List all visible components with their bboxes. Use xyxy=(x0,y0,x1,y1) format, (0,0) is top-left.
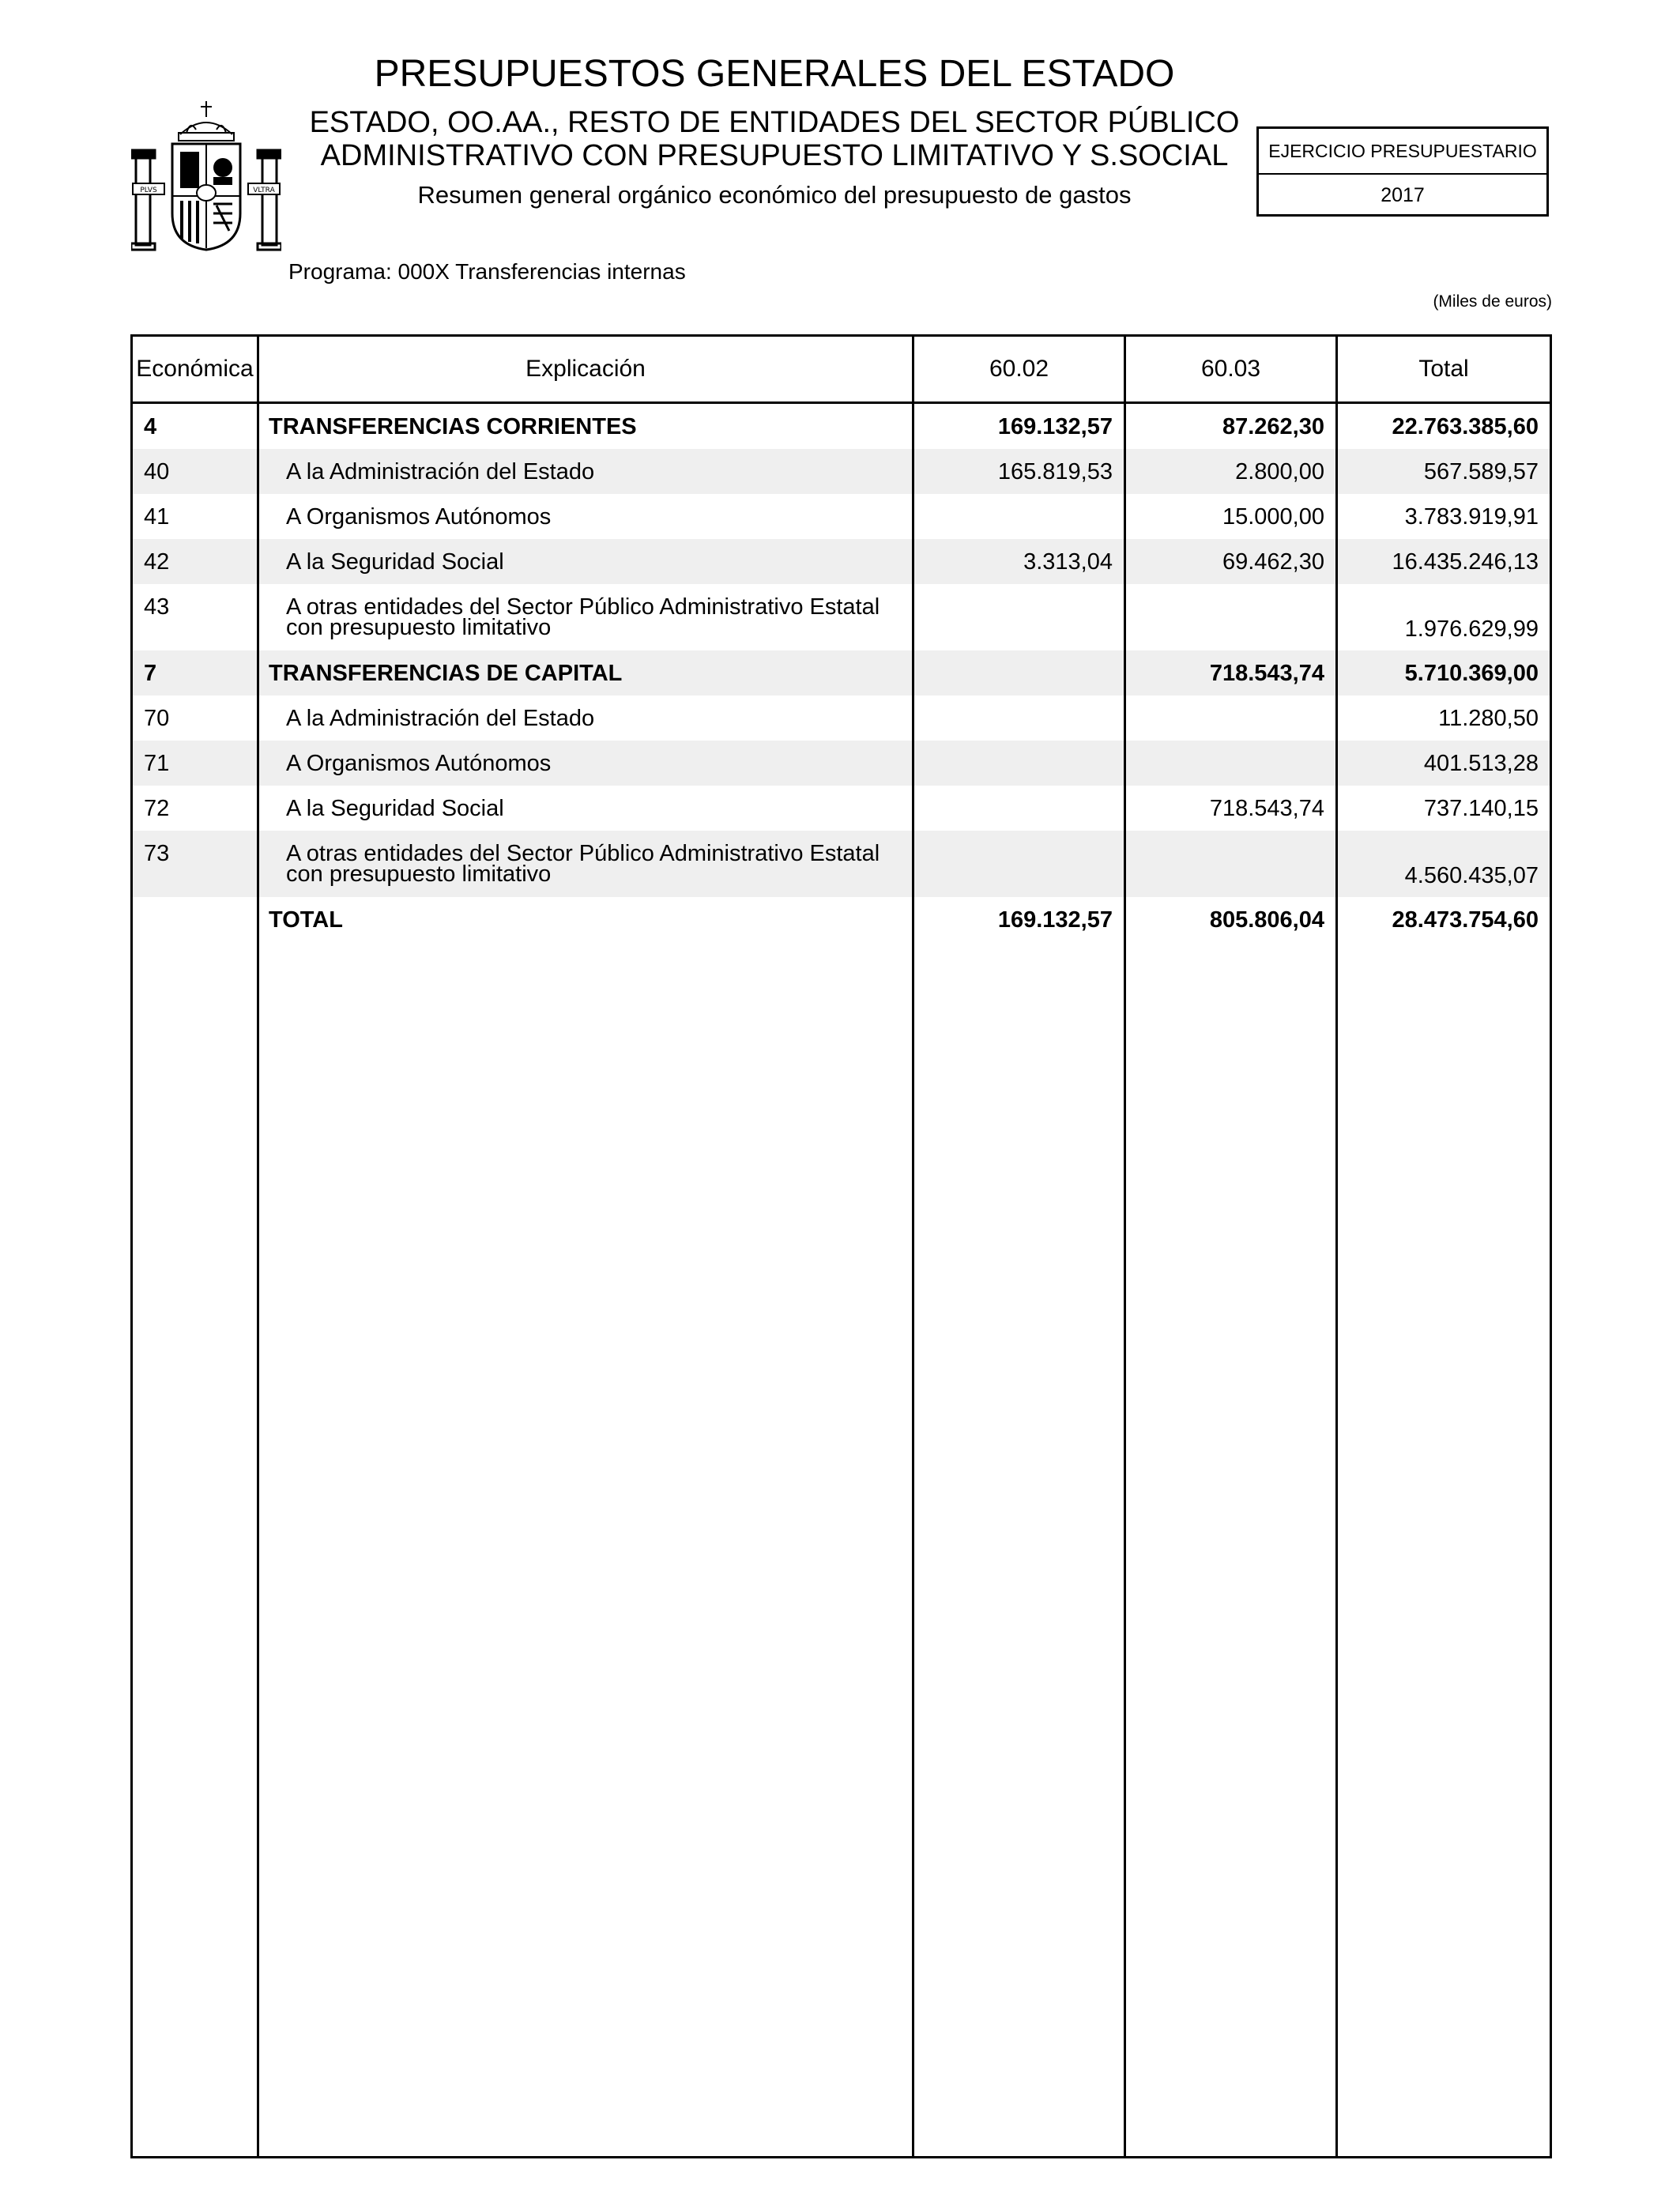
ejercicio-box xyxy=(1256,126,1549,217)
row-value-60-03: 2.800,00 xyxy=(1235,459,1324,484)
row-code: 43 xyxy=(144,594,170,620)
row-description-line: TOTAL xyxy=(269,907,343,933)
col-header-total: Total xyxy=(1418,356,1469,382)
row-value-60-02: 3.313,04 xyxy=(1023,549,1113,575)
units-label: (Miles de euros) xyxy=(1433,292,1552,311)
row-description-line: A otras entidades del Sector Público Administrativo Estatal xyxy=(286,594,880,620)
row-value-60-03 xyxy=(1126,831,1335,897)
col-header-economica: Económica xyxy=(136,356,254,382)
row-description-line: A la Administración del Estado xyxy=(286,706,595,731)
row-description-line: A otras entidades del Sector Público Administrativo Estatal xyxy=(286,841,880,866)
row-code: 72 xyxy=(144,796,170,821)
row-description-line: A Organismos Autónomos xyxy=(286,751,552,776)
svg-text:PLVS: PLVS xyxy=(140,187,157,194)
row-code: 4 xyxy=(144,414,157,439)
row-value-60-02 xyxy=(914,786,1124,831)
col-divider xyxy=(1335,337,1338,2156)
row-description xyxy=(259,539,912,584)
row-code: 73 xyxy=(144,841,170,866)
row-description-line: TRANSFERENCIAS CORRIENTES xyxy=(269,414,637,439)
row-value-60-03 xyxy=(1126,741,1335,786)
row-value-total: 737.140,15 xyxy=(1423,796,1539,821)
row-description-line: con presupuesto limitativo xyxy=(286,861,552,887)
row-value-60-03: 718.543,74 xyxy=(1209,796,1324,821)
row-description xyxy=(259,449,912,494)
row-code: 71 xyxy=(144,751,170,776)
row-value-total: 3.783.919,91 xyxy=(1404,504,1539,530)
row-value-60-02 xyxy=(914,831,1124,897)
coat-of-arms-logo xyxy=(131,95,281,253)
col-header-60-02: 60.02 xyxy=(989,356,1049,382)
row-value-60-03: 69.462,30 xyxy=(1222,549,1324,575)
row-value-total: 1.976.629,99 xyxy=(1404,616,1539,642)
row-description-line: A la Seguridad Social xyxy=(286,796,504,821)
ejercicio-year: 2017 xyxy=(1381,183,1425,206)
row-code: 42 xyxy=(144,549,170,575)
row-description xyxy=(259,650,912,696)
row-description xyxy=(259,696,912,741)
svg-text:VLTRA: VLTRA xyxy=(253,187,275,194)
row-value-60-02 xyxy=(914,650,1124,696)
row-value-total: 11.280,50 xyxy=(1438,706,1539,731)
row-description xyxy=(259,786,912,831)
col-header-explicacion: Explicación xyxy=(525,356,646,382)
report-description: Resumen general orgánico económico del presupuesto de gastos xyxy=(417,181,1132,209)
row-description-line: A la Seguridad Social xyxy=(286,549,504,575)
row-code xyxy=(133,897,257,942)
row-value-60-03: 15.000,00 xyxy=(1222,504,1324,530)
row-code: 70 xyxy=(144,706,170,731)
col-divider xyxy=(257,337,259,2156)
col-header-60-03: 60.03 xyxy=(1200,356,1261,382)
row-value-60-02: 165.819,53 xyxy=(997,459,1113,484)
row-description xyxy=(259,897,912,942)
page-title: PRESUPUESTOS GENERALES DEL ESTADO xyxy=(374,53,1175,95)
row-value-60-02 xyxy=(914,741,1124,786)
row-value-total: 4.560.435,07 xyxy=(1404,863,1539,888)
row-description xyxy=(259,831,912,897)
row-value-total: 5.710.369,00 xyxy=(1404,661,1539,686)
row-description-line: TRANSFERENCIAS DE CAPITAL xyxy=(269,661,623,686)
row-value-60-02: 169.132,57 xyxy=(997,907,1113,933)
row-description-line: A Organismos Autónomos xyxy=(286,504,552,530)
row-value-60-02 xyxy=(914,494,1124,539)
row-value-60-03: 718.543,74 xyxy=(1209,661,1324,686)
row-value-60-02 xyxy=(914,584,1124,650)
row-description xyxy=(259,494,912,539)
ejercicio-label: EJERCICIO PRESUPUESTARIO xyxy=(1259,129,1546,175)
subtitle-line-2: ADMINISTRATIVO CON PRESUPUESTO LIMITATIVO Y S.SOCIAL xyxy=(320,139,1229,172)
row-code: 41 xyxy=(144,504,170,530)
row-value-60-03: 87.262,30 xyxy=(1222,414,1324,439)
row-value-total: 22.763.385,60 xyxy=(1392,414,1539,439)
programa-label: Programa: 000X Transferencias internas xyxy=(288,259,686,284)
row-value-60-02: 169.132,57 xyxy=(997,414,1113,439)
row-description xyxy=(259,741,912,786)
row-value-total: 28.473.754,60 xyxy=(1392,907,1539,933)
col-divider xyxy=(912,337,914,2156)
row-value-total: 16.435.246,13 xyxy=(1392,549,1539,575)
row-description xyxy=(259,404,912,449)
col-divider xyxy=(1124,337,1126,2156)
row-value-60-03 xyxy=(1126,696,1335,741)
row-value-60-02 xyxy=(914,696,1124,741)
row-description-line: A la Administración del Estado xyxy=(286,459,595,484)
row-code: 40 xyxy=(144,459,170,484)
subtitle-line-1: ESTADO, OO.AA., RESTO DE ENTIDADES DEL SECTOR PÚBLICO xyxy=(309,106,1240,139)
row-value-total: 567.589,57 xyxy=(1423,459,1539,484)
row-value-total: 401.513,28 xyxy=(1423,751,1539,776)
row-code: 7 xyxy=(144,661,157,686)
row-value-60-03 xyxy=(1126,584,1335,650)
row-description xyxy=(259,584,912,650)
row-description-line: con presupuesto limitativo xyxy=(286,615,552,640)
row-value-60-03: 805.806,04 xyxy=(1209,907,1324,933)
budget-table xyxy=(130,334,1552,2158)
